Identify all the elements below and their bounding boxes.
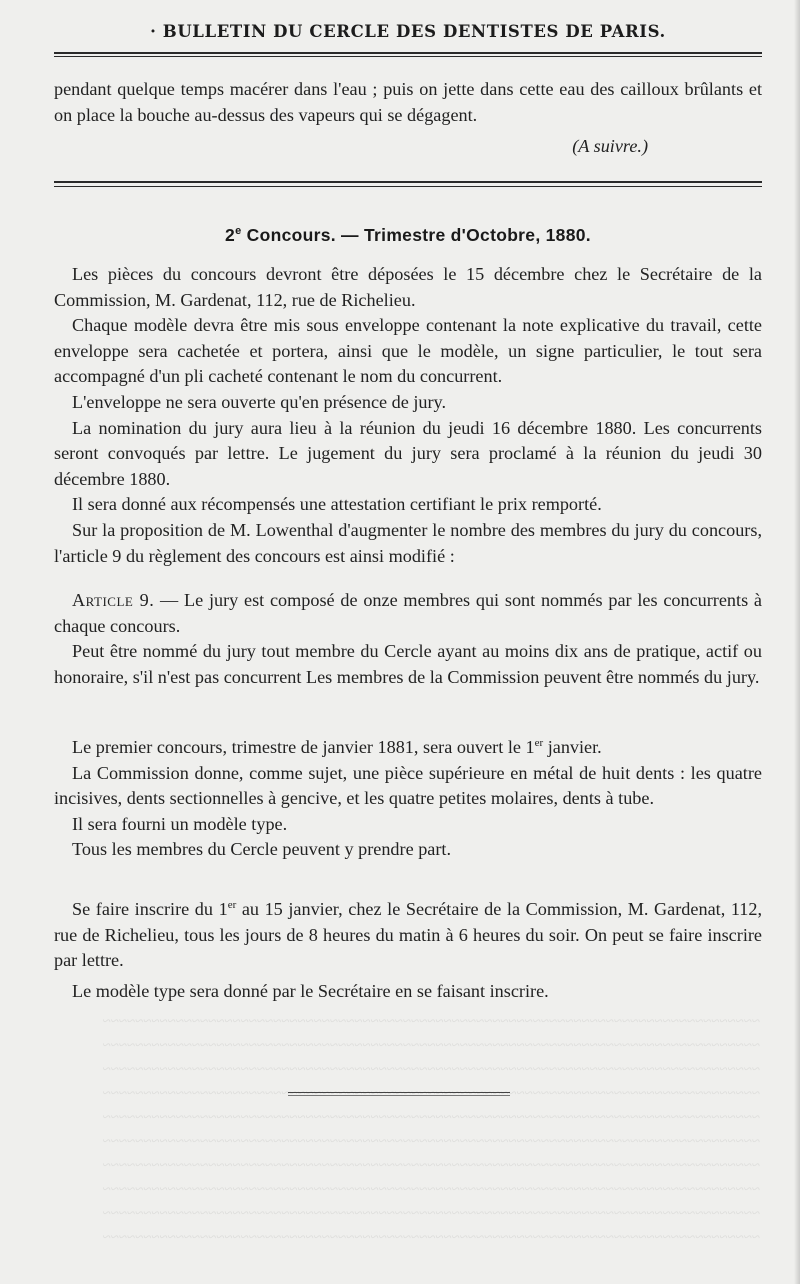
paragraph-premier: Le premier concours, trimestre de janvier 1881, sera ouvert le 1er janvier. <box>72 737 602 758</box>
article-text: — Le jury est composé de onze membres qui sont nommés par les concurrents à chaque concours. <box>54 590 762 636</box>
continued-paragraph-text: pendant quelque temps macérer dans l'eau ; puis on jette dans cette eau des cailloux brûlants et on place la bouche au-dessus des vapeurs qui se dégagent. <box>54 79 762 125</box>
paragraph-attestation: Il sera donné aux récompensés une attestation certifiant le prix remporté. <box>72 494 602 515</box>
paragraph-opening: L'enveloppe ne sera ouverte qu'en présence de jury. <box>72 391 447 412</box>
header-rule <box>54 52 762 54</box>
to-be-continued-note: (A suivre.) <box>572 136 648 156</box>
inscription <box>54 893 762 974</box>
paragraph-sujet: La Commission donne, comme sujet, une pièce supérieure en métal de huit dents : les quatre incisives, dents sectionnelles à gencive, et les quatre petites molaires, dents à tube. <box>54 762 762 809</box>
paragraph-modele-type: Il sera fourni un modèle type. <box>72 813 288 834</box>
section-title <box>54 225 762 246</box>
paragraph-membres: Tous les membres du Cercle peuvent y prendre part. <box>72 839 452 860</box>
paragraph-inscription: Se faire inscrire du 1er au 15 janvier, chez le Secrétaire de la Commission, M. Gardenat, 112, rue de Richelieu, tous les jours de 8 heures du matin à 6 heures du soir. On peut se faire inscrire par lettre. <box>54 899 762 971</box>
running-header: · BULLETIN DU CERCLE DES DENTISTES DE PARIS. <box>150 22 666 41</box>
bleed-through-texture: ~~~~~~~~~~~~~~~~~~~~~~~~~~~~~~~~~~~~~~~~~~~~~~~~~~~~~~~~~~~~~~~~~~~~~~~~~~~~~~~~~ ~~~~~~~~~~~~~~~~~~~~~~~~~~~~~~~~~~~~~~~~~~~~~~~~~~~~~~~~~~~~~~~~~~~~~~~~~~~~~~~~~ ~~~~~~~~~~~~~~~~~~~~~~~~~~~~~~~~~~~~~~~~~~~~~~~~~~~~~~~~~~~~~~~~~~~~~~~~~~~~~~~~~ ~~~~~~~~~~~~~~~~~~~~~~~~~~~~~~~~~~~~~~~~~~~~~~~~~~~~~~~~~~~~~~~~~~~~~~~~~~~~~~~~~ ~~~~~~~~~~~~~~~~~~~~~~~~~~~~~~~~~~~~~~~~~~~~~~~~~~~~~~~~~~~~~~~~~~~~~~~~~~~~~~~~~ ~~~~~~~~~~~~~~~~~~~~~~~~~~~~~~~~~~~~~~~~~~~~~~~~~~~~~~~~~~~~~~~~~~~~~~~~~~~~~~~~~ ~~~~~~~~~~~~~~~~~~~~~~~~~~~~~~~~~~~~~~~~~~~~~~~~~~~~~~~~~~~~~~~~~~~~~~~~~~~~~~~~~ ~~~~~~~~~~~~~~~~~~~~~~~~~~~~~~~~~~~~~~~~~~~~~~~~~~~~~~~~~~~~~~~~~~~~~~~~~~~~~~~~~ ~~~~~~~~~~~~~~~~~~~~~~~~~~~~~~~~~~~~~~~~~~~~~~~~~~~~~~~~~~~~~~~~~~~~~~~~~~~~~~~~~ ~~~~~~~~~~~~~~~~~~~~~~~~~~~~~~~~~~~~~~~~~~~~~~~~~~~~~~~~~~~~~~~~~~~~~~~~~~~~~~~~~ <box>102 1014 760 1246</box>
section-title-text: Concours. — Trimestre d'Octobre, 1880. <box>241 225 591 245</box>
final-note <box>54 979 762 1005</box>
paragraph-deposit: Les pièces du concours devront être déposées le 15 décembre chez le Secrétaire de la Commission, M. Gardenat, 112, rue de Richelieu. <box>54 264 762 310</box>
end-rule <box>288 1092 510 1093</box>
end-rule-secondary <box>288 1095 510 1096</box>
article-9 <box>54 588 762 690</box>
header-rule-secondary <box>54 56 762 57</box>
section-divider-bottom <box>54 186 762 187</box>
article-9-first <box>54 588 762 639</box>
page-edge-shadow <box>794 0 800 1284</box>
section-divider-top <box>54 181 762 183</box>
article-label: Article 9. <box>72 590 155 610</box>
concours-rules <box>54 262 762 569</box>
paragraph-envelope: Chaque modèle devra être mis sous enveloppe contenant la note explicative du travail, cette enveloppe sera cachetée et portera, ainsi que le modèle, un signe particulier, le tout sera accompagné d'un pli cacheté contenant le nom du concurrent. <box>54 315 762 387</box>
section-title-number: 2e <box>225 225 242 245</box>
paragraph-jury-nomination: La nomination du jury aura lieu à la réunion du jeudi 16 décembre 1880. Les concurrents seront convoqués par lettre. Le jugement du jury sera proclamé à la réunion du jeudi 30 décembre 1880. <box>54 417 762 489</box>
paragraph-final: Le modèle type sera donné par le Secrétaire en se faisant inscrire. <box>72 981 549 1001</box>
premier-concours <box>54 731 762 863</box>
continued-paragraph <box>54 77 762 128</box>
article-9-second: Peut être nommé du jury tout membre du Cercle ayant au moins dix ans de pratique, actif ou honoraire, s'il n'est pas concurrent Les membres de la Commission peuvent être nommés du jury. <box>54 641 762 687</box>
paragraph-proposition: Sur la proposition de M. Lowenthal d'augmenter le nombre des membres du jury du concours, l'article 9 du règlement des concours est ainsi modifié : <box>54 519 762 566</box>
